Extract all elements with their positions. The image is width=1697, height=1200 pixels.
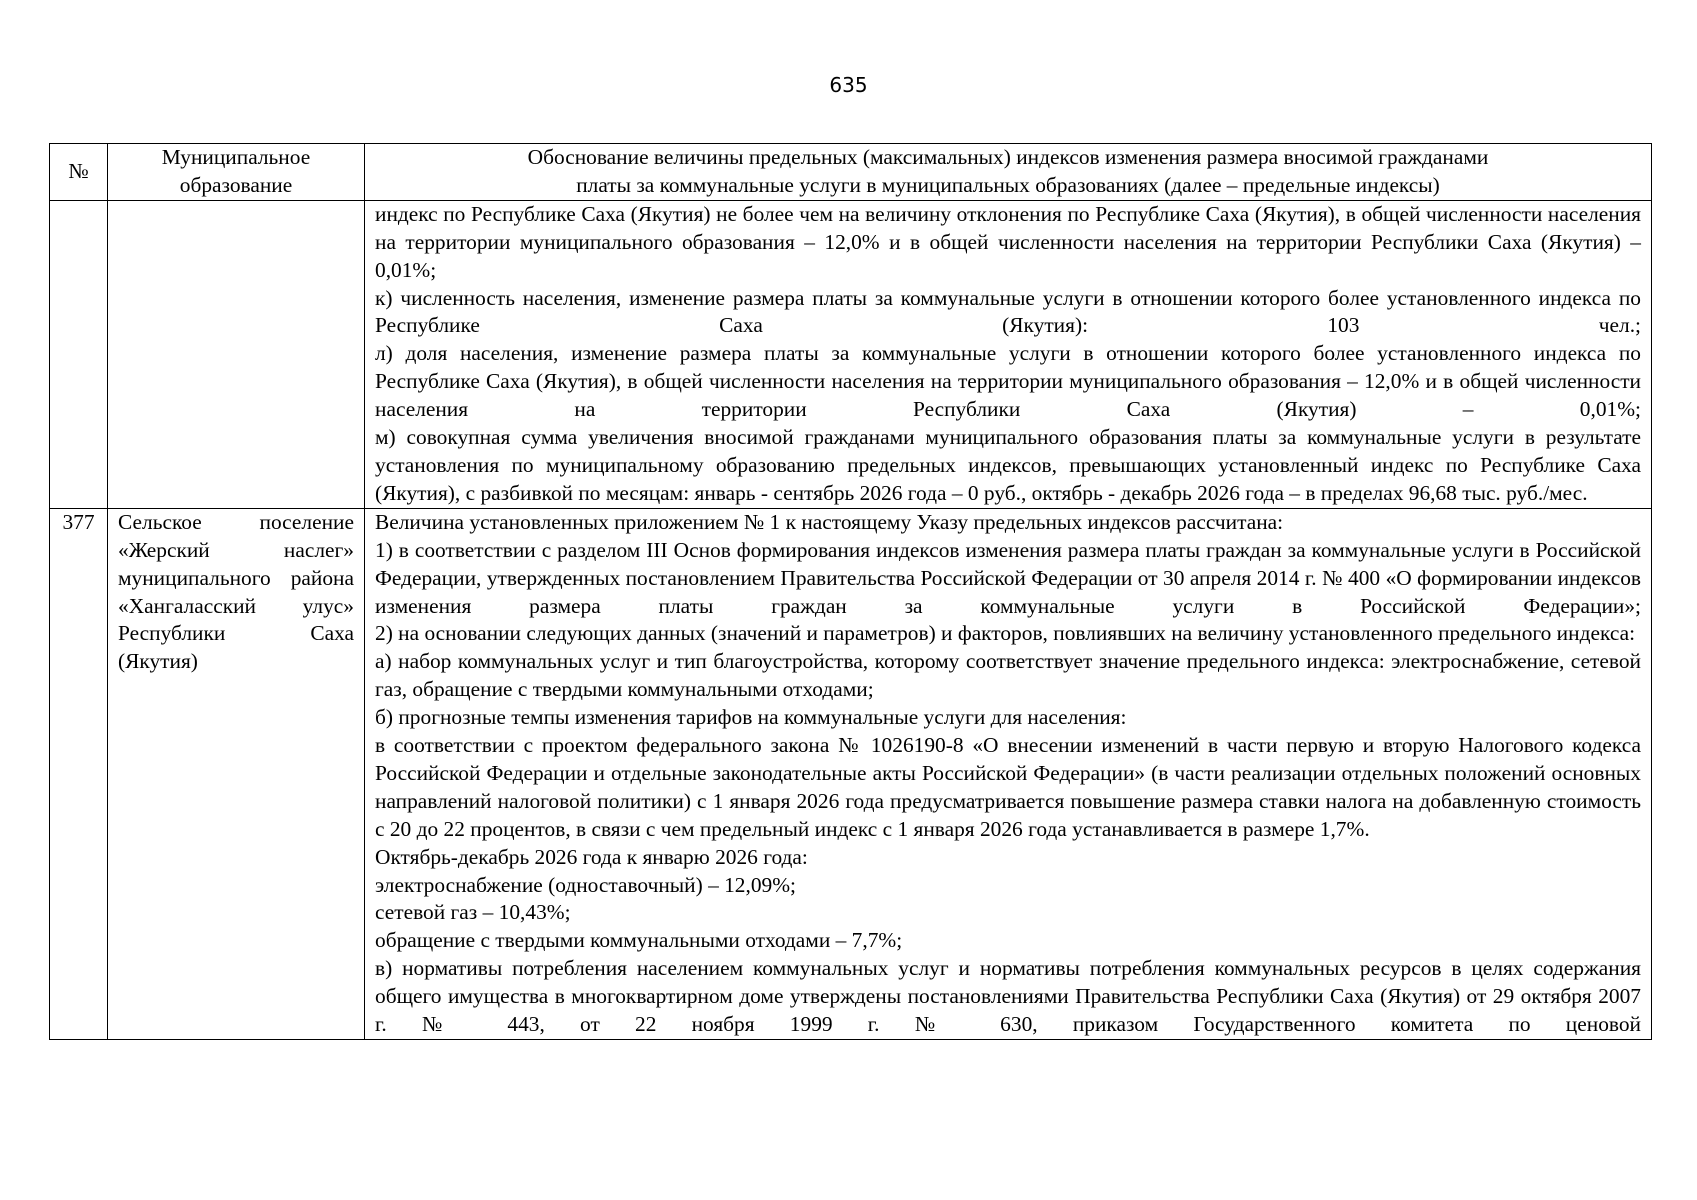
- paragraph: индекс по Республике Саха (Якутия) не более чем на величину отклонения по Республике Саха (Якутия), в общей численности населения на территории муниципального образования – 12,0% и в общей численности населения на территории Республики Саха (Якутия) – 0,01%;: [375, 201, 1641, 282]
- paragraph: м) совокупная сумма увеличения вносимой гражданами муниципального образования платы за коммунальные услуги в результате установления по муниципальному образованию предельных индексов, превышающих установленный индекс по Республике Саха (Якутия), с разбивкой по месяцам: январь - сентябрь 2026 года – 0 руб., октябрь - декабрь 2026 года – в пределах 96,68 тыс. руб./мес.: [375, 425, 1641, 505]
- table-row: [50, 200, 1652, 508]
- paragraph: б) прогнозные темпы изменения тарифов на коммунальные услуги для населения:: [375, 705, 1127, 730]
- row-justification: [365, 508, 1652, 1039]
- paragraph: а) набор коммунальных услуг и тип благоустройства, которому соответствует значение предельного индекса: электроснабжение, сетевой газ, обращение с твердыми коммунальными отходами;: [375, 649, 1641, 702]
- paragraph: 1) в соответствии с разделом III Основ формирования индексов изменения размера платы граждан за коммунальные услуги в Российской Федерации, утвержденных постановлением Правительства Российской Федерации от 30 апреля 2014 г. № 400 «О формировании индексов изменения размера платы граждан за коммунальные услуги в Российской Федерации»;: [375, 537, 1641, 618]
- header-municipality: Муниципальное образование: [108, 144, 365, 201]
- paragraph: 2) на основании следующих данных (значений и параметров) и факторов, повлиявших на величину установленного предельного индекса:: [375, 621, 1636, 646]
- indices-table: [49, 143, 1652, 1040]
- paragraph: в) нормативы потребления населением коммунальных услуг и нормативы потребления коммунальных ресурсов в целях содержания общего имущества в многоквартирном доме утверждены постановлениями Правительства Республики Саха (Якутия) от 29 октября 2007 г. № 443, от 22 ноября 1999 г. № 630, приказом Государственного комитета по ценовой: [375, 956, 1641, 1037]
- page-number: 635: [829, 73, 868, 97]
- header-justification-line-2: платы за коммунальные услуги в муниципальных образованиях (далее – предельные индексы): [576, 172, 1440, 197]
- paragraph: электроснабжение (одноставочный) – 12,09%;: [375, 872, 797, 897]
- paragraph: в соответствии с проектом федерального закона № 1026190-8 «О внесении изменений в части первую и вторую Налогового кодекса Российской Федерации и отдельные законодательные акты Российской Федерации» (в части реализации отдельных положений основных направлений налоговой политики) с 1 января 2026 года предусматривается повышение размера ставки налога на добавленную стоимость с 20 до 22 процентов, в связи с чем предельный индекс с 1 января 2026 года устанавливается в размере 1,7%.: [375, 733, 1641, 841]
- header-number: №: [50, 144, 108, 201]
- row-municipality: Сельское поселение «Жерский наслег» муниципального района «Хангаласский улус» Республики Саха (Якутия): [108, 508, 365, 1039]
- paragraph: Величина установленных приложением № 1 к настоящему Указу предельных индексов рассчитана:: [375, 509, 1284, 534]
- paragraph: к) численность населения, изменение размера платы за коммунальные услуги в отношении которого более установленного индекса по Республике Саха (Якутия): 103 чел.;: [375, 285, 1641, 338]
- header-justification-line-1: Обоснование величины предельных (максимальных) индексов изменения размера вносимой гражданами: [527, 145, 1489, 169]
- row-number: 377: [50, 508, 108, 1039]
- table-header-row: [50, 144, 1652, 201]
- row-justification: [365, 200, 1652, 508]
- paragraph: сетевой газ – 10,43%;: [375, 900, 571, 925]
- table-row: [50, 508, 1652, 1039]
- paragraph: Октябрь-декабрь 2026 года к январю 2026 года:: [375, 844, 808, 869]
- row-municipality: [108, 200, 365, 508]
- row-number: [50, 200, 108, 508]
- paragraph: обращение с твердыми коммунальными отходами – 7,7%;: [375, 928, 903, 953]
- paragraph: л) доля населения, изменение размера платы за коммунальные услуги в отношении которого более установленного индекса по Республике Саха (Якутия), в общей численности населения на территории муниципального образования – 12,0% и в общей численности населения на территории Республики Саха (Якутия) – 0,01%;: [375, 341, 1641, 422]
- header-justification: [365, 144, 1652, 201]
